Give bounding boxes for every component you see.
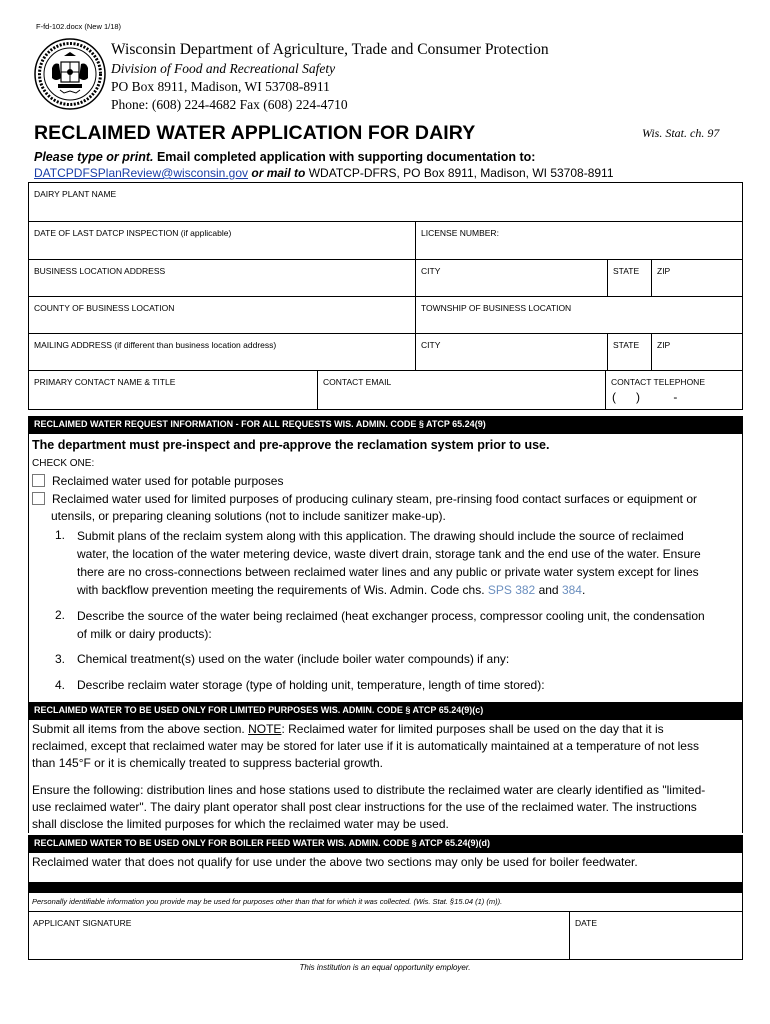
date-label: DATE	[575, 918, 598, 928]
inspection-date-label: DATE OF LAST DATCP INSPECTION (if applicable)	[34, 228, 232, 238]
reclaimed-water-request-section	[28, 416, 743, 702]
form-id: F-fd-102.docx (New 1/18)	[36, 22, 122, 31]
township-label: TOWNSHIP OF BUSINESS LOCATION	[421, 303, 572, 313]
boiler-feed-text: Reclaimed water that does not qualify for use under the above two sections may only be used for boiler feedwater.	[32, 855, 638, 869]
potable-checkbox[interactable]	[32, 474, 45, 487]
mailing-zip-field[interactable]	[651, 334, 742, 370]
contact-telephone-label: CONTACT TELEPHONE	[611, 377, 705, 387]
form-title: RECLAIMED WATER APPLICATION FOR DAIRY	[34, 122, 476, 144]
item-1-line	[77, 581, 701, 599]
limited-p2-line: shall disclose the limited purposes for which the reclaimed water may be used.	[32, 817, 449, 831]
mailing-zip-label: ZIP	[657, 340, 671, 350]
section-2-bar: RECLAIMED WATER TO BE USED ONLY FOR LIMITED PURPOSES WIS. ADMIN. CODE § ATCP 65.24(9)(c)	[29, 702, 742, 720]
instructions-email-prompt: Email completed application with supporting documentation to:	[153, 150, 536, 164]
sps-382-link[interactable]: SPS 382	[487, 583, 536, 597]
boiler-feed-section	[28, 835, 743, 882]
item-4-number: 4.	[55, 678, 66, 692]
item-1-last-prefix: with backflow prevention meeting the requirements of Wis. Admin. Code chs.	[77, 583, 488, 597]
section-3-bar: RECLAIMED WATER TO BE USED ONLY FOR BOILER FEED WATER WIS. ADMIN. CODE § ATCP 65.24(9)(d)	[29, 835, 742, 853]
limited-paragraph-1	[32, 721, 699, 772]
po-box: PO Box 8911, Madison, WI 53708-8911	[111, 79, 330, 94]
item-1-line: there are no cross-connections between reclaimed water lines and any public or private water system except for lines	[77, 565, 699, 579]
date-field[interactable]	[569, 912, 742, 959]
limited-p2-line: use reclaimed water". The dairy plant operator shall post clear instructions for the use of the reclaimed water. The instructions	[32, 800, 697, 814]
business-city-label: CITY	[421, 266, 441, 276]
item-2-text	[77, 607, 705, 643]
section-1-bar: RECLAIMED WATER REQUEST INFORMATION - FOR ALL REQUESTS WIS. ADMIN. CODE § ATCP 65.24(9)	[29, 416, 742, 434]
business-state-label: STATE	[613, 266, 640, 276]
statute-reference: Wis. Stat. ch. 97	[642, 126, 720, 140]
mail-address: WDATCP-DFRS, PO Box 8911, Madison, WI 53708-8911	[308, 166, 614, 180]
item-4-text: Describe reclaim water storage (type of holding unit, temperature, length of time stored):	[77, 678, 545, 692]
instructions-lead: Please type or print.	[34, 150, 154, 164]
license-number-field[interactable]	[415, 222, 742, 259]
county-label: COUNTY OF BUSINESS LOCATION	[34, 303, 175, 313]
privacy-row	[29, 893, 742, 912]
mailing-state-label: STATE	[613, 340, 640, 350]
item-2-number: 2.	[55, 608, 66, 622]
mailing-city-label: CITY	[421, 340, 441, 350]
limited-p1-line: reclaimed, except that reclaimed water may be stored for later use if it is automatically maintained at a temperature of not less	[32, 739, 699, 753]
item-1-end: .	[581, 583, 586, 597]
item-2-line: Describe the source of the water being reclaimed (heat exchanger process, compressor cooling unit, the condensation	[77, 609, 705, 623]
business-zip-label: ZIP	[657, 266, 671, 276]
township-field[interactable]	[415, 297, 742, 333]
privacy-notice: Personally identifiable information you provide may be used for purposes other than that for which it was collected. (Wis. Stat. §15.04 (1) (m)).	[32, 897, 503, 906]
item-3-number: 3.	[55, 652, 66, 666]
license-number-label: LICENSE NUMBER:	[421, 228, 499, 238]
submission-email-link[interactable]: DATCPDFSPlanReview@wisconsin.gov	[34, 166, 249, 180]
equal-opportunity-statement: This institution is an equal opportunity employer.	[299, 963, 471, 972]
dairy-plant-name-field[interactable]	[29, 183, 742, 222]
option-potable	[32, 473, 283, 490]
department-name: Wisconsin Department of Agriculture, Trade and Consumer Protection	[111, 41, 549, 58]
sps-384-link[interactable]: 384	[561, 583, 582, 597]
signature-section	[28, 882, 743, 960]
note-label: NOTE	[248, 722, 282, 736]
business-zip-field[interactable]	[651, 260, 742, 296]
item-1-text	[77, 527, 701, 599]
primary-contact-label: PRIMARY CONTACT NAME & TITLE	[34, 377, 176, 387]
applicant-signature-field[interactable]	[29, 912, 569, 959]
item-1-line: Submit plans of the reclaim system along with this application. The drawing should include the source of reclaimed	[77, 529, 684, 543]
option-potable-label: Reclaimed water used for potable purposes	[52, 474, 284, 488]
contact-telephone-field[interactable]	[605, 371, 742, 409]
wisconsin-state-seal	[34, 38, 106, 110]
limited-p1-line: than 145°F or it is chemically treated to suppress bacterial growth.	[32, 756, 383, 770]
dairy-plant-name-label: DAIRY PLANT NAME	[34, 189, 117, 199]
footer-divider-bar	[29, 882, 742, 893]
check-one-label: CHECK ONE:	[32, 458, 95, 469]
phone-fax: Phone: (608) 224-4682 Fax (608) 224-4710	[111, 97, 348, 112]
applicant-signature-label: APPLICANT SIGNATURE	[33, 918, 132, 928]
or-mail-text: or mail to	[248, 166, 309, 180]
item-1-and: and	[535, 583, 562, 597]
limited-purposes-checkbox[interactable]	[32, 492, 45, 505]
limited-paragraph-2	[32, 782, 705, 833]
contact-email-label: CONTACT EMAIL	[323, 377, 392, 387]
limited-p1-rest: : Reclaimed water for limited purposes shall be used on the day that it is	[281, 722, 664, 736]
applicant-info-grid	[28, 182, 743, 410]
preapproval-note: The department must pre-inspect and pre-approve the reclamation system prior to use.	[32, 438, 550, 452]
item-2-line: of milk or dairy products):	[77, 627, 212, 641]
item-1-line: water, the location of the water metering device, waste divert drain, storage tank and the end use of the water. Ensure	[77, 547, 701, 561]
limited-p2-line: Ensure the following: distribution lines and hose stations used to distribute the reclaimed water are clearly identified as "limited-	[32, 783, 706, 797]
limited-p1-prefix: Submit all items from the above section.	[32, 722, 249, 736]
limited-p1-line	[32, 721, 699, 738]
limited-purposes-section	[28, 702, 743, 833]
business-address-label: BUSINESS LOCATION ADDRESS	[34, 266, 166, 276]
item-3-text: Chemical treatment(s) used on the water (include boiler water compounds) if any:	[77, 652, 510, 666]
instructions-line-2	[34, 166, 614, 180]
instructions-line-1	[34, 150, 535, 164]
division-name: Division of Food and Recreational Safety	[111, 61, 336, 76]
option-limited-label: Reclaimed water used for limited purposes of producing culinary steam, pre-rinsing food contact surfaces or equipment or	[52, 492, 697, 506]
item-1-number: 1.	[55, 528, 66, 542]
option-limited-line-2: utensils, or preparing cleaning solutions (not to include sanitizer make-up).	[51, 509, 446, 523]
telephone-mask: ( ) -	[612, 390, 678, 404]
option-limited	[32, 491, 697, 508]
mailing-address-label: MAILING ADDRESS (if different than business location address)	[34, 340, 277, 350]
